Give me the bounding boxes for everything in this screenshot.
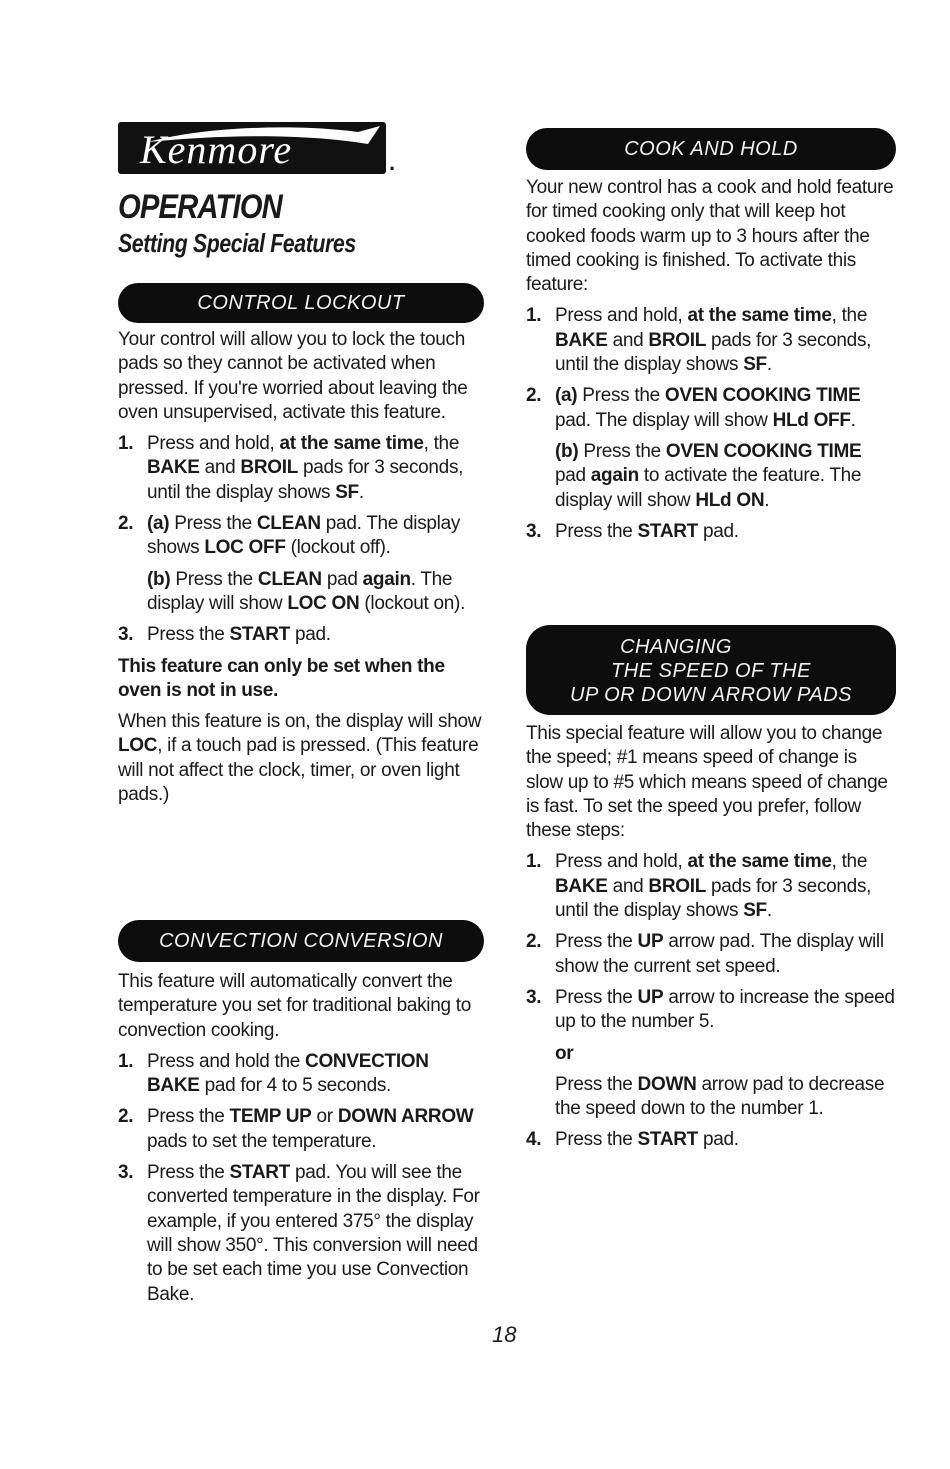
control-lockout-step-2b: (b) Press the CLEAN pad again. The display will show LOC ON (lockout on). (147, 568, 466, 614)
control-lockout-step-3: 3. Press the START pad. (118, 624, 331, 646)
page-subtitle: Setting Special Features (118, 228, 356, 258)
convection-conversion-banner (118, 920, 484, 962)
arrow-speed-step-2: 2. Press the UP arrow pad. The display will show the current set speed. (526, 931, 884, 977)
kenmore-logo (118, 122, 386, 174)
arrow-speed-step-4: 4. Press the START pad. (526, 1129, 739, 1151)
cook-and-hold-step-2b: (b) Press the OVEN COOKING TIME pad again to activate the feature. The display will show HLd ON. (555, 440, 862, 511)
arrow-speed-intro: This special feature will allow you to change the speed; #1 means speed of change is slow up to #5 which means speed of change is fast. To set the speed you prefer, follow these steps: (526, 723, 888, 842)
cook-and-hold-step-2a: 2. (a) Press the OVEN COOKING TIME pad. The display will show HLd OFF. (526, 385, 861, 431)
cook-and-hold-heading: COOK AND HOLD (624, 138, 798, 160)
control-lockout-banner (118, 283, 484, 323)
arrow-speed-step-3-alt: Press the DOWN arrow pad to decrease the speed down to the number 1. (555, 1073, 885, 1120)
control-lockout-heading: CONTROL LOCKOUT (197, 292, 405, 314)
cook-and-hold-banner (526, 128, 896, 170)
arrow-speed-heading-line-3: UP OR DOWN ARROW PADS (570, 684, 852, 706)
arrow-speed-section (526, 722, 896, 1153)
cook-and-hold-step-1: 1. Press and hold, at the same time, the BAKE and BROIL pads for 3 seconds, until the display shows SF. (526, 305, 872, 376)
cook-and-hold-step-3: 3. Press the START pad. (526, 520, 739, 542)
logo-dot: . (389, 150, 396, 175)
arrow-speed-step-1: 1. Press and hold, at the same time, the BAKE and BROIL pads for 3 seconds, until the display shows SF. (526, 851, 872, 922)
convection-step-1: 1. Press and hold the CONVECTION BAKE pad for 4 to 5 seconds. (118, 1050, 429, 1097)
page-number: 18 (492, 1322, 517, 1347)
control-lockout-warning: This feature can only be set when the oven is not in use. (118, 655, 445, 701)
control-lockout-section (118, 328, 488, 807)
arrow-speed-step-3: 3. Press the UP arrow to increase the speed up to the number 5. (526, 986, 895, 1033)
convection-conversion-heading: CONVECTION CONVERSION (159, 930, 443, 952)
convection-section (118, 970, 483, 1307)
arrow-speed-heading-line-1: CHANGING (620, 636, 732, 658)
page-title: OPERATION (118, 188, 282, 226)
convection-step-2: 2. Press the TEMP UP or DOWN ARROW pads to set the temperature. (118, 1106, 474, 1152)
arrow-speed-heading-line-2: THE SPEED OF THE (611, 660, 811, 682)
cook-and-hold-section (526, 176, 896, 544)
control-lockout-note: When this feature is on, the display will show LOC, if a touch pad is pressed. (This feature will not affect the clock, timer, or oven light pads.) (118, 711, 482, 806)
arrow-speed-banner (526, 625, 896, 715)
logo-wordmark: Kenmore (140, 127, 293, 172)
cook-and-hold-intro: Your new control has a cook and hold feature for timed cooking only that will keep hot cooked foods warm up to 3 hours after the timed cooking is finished. To activate this feature: (526, 177, 894, 296)
arrow-speed-or: or (555, 1042, 574, 1064)
control-lockout-intro: Your control will allow you to lock the touch pads so they cannot be activated when pressed. If you're worried about leaving the oven unsupervised, activate this feature. (118, 329, 468, 423)
convection-step-3: 3. Press the START pad. You will see the converted temperature in the display. For example, if you entered 375° the display will show 350°. This conversion will need to be set each time you use Convection Bake. (118, 1162, 480, 1305)
convection-intro: This feature will automatically convert the temperature you set for traditional baking to convection cooking. (118, 971, 471, 1041)
control-lockout-step-2a: 2. (a) Press the CLEAN pad. The display shows LOC OFF (lockout off). (118, 513, 461, 559)
control-lockout-step-1: 1. Press and hold, at the same time, the BAKE and BROIL pads for 3 seconds, until the display shows SF. (118, 433, 464, 503)
